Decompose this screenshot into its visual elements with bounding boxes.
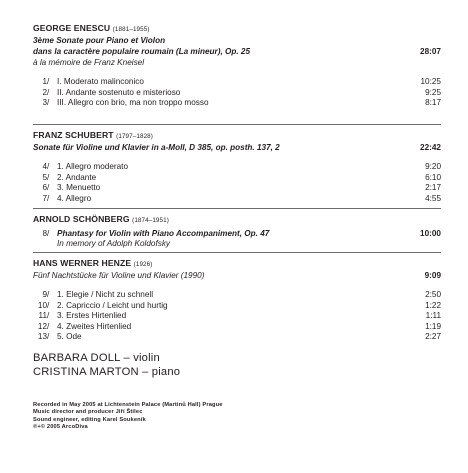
credit-producer: Music director and producer Jiří Štilec bbox=[33, 409, 143, 416]
track-number: 10 bbox=[37, 300, 47, 310]
track-number: 9 bbox=[42, 290, 47, 299]
work-dedication: à la mémoire de Franz Kneisel bbox=[33, 58, 145, 67]
track-title: II. Andante sostenuto e misterioso bbox=[57, 87, 181, 97]
work-dedication-row bbox=[33, 239, 441, 250]
credit-copyright: ℗+© 2005 ArcoDiva bbox=[33, 424, 88, 431]
track-title: 3. Erstes Hirtenlied bbox=[57, 311, 127, 321]
work-total-time: 28:07 bbox=[420, 47, 441, 56]
track-row: 1 / I. Moderato malinconico 10:25 bbox=[33, 77, 441, 88]
composer-name: ARNOLD SCHÖNBERG bbox=[33, 214, 130, 224]
track-title: 4. Zweites Hirtenlied bbox=[57, 321, 132, 331]
track-duration: 4:55 bbox=[425, 193, 441, 203]
track-title: 2. Capriccio / Leicht und hurtig bbox=[57, 300, 168, 310]
work-title: Fünf Nachtstücke für Violine und Klavier (1990) 9:09 bbox=[33, 271, 441, 280]
track-title: 3. Menuetto bbox=[57, 183, 101, 193]
composer-dates: (1881–1955) bbox=[112, 26, 150, 33]
composer-name: FRANZ SCHUBERT bbox=[33, 130, 114, 140]
track-title: 4. Allegro bbox=[57, 193, 92, 203]
track-row: 6 / 3. Menuetto 2:17 bbox=[33, 183, 441, 194]
track-row: 12 / 4. Zweites Hirtenlied 1:19 bbox=[33, 322, 441, 333]
track-row: 5 / 2. Andante 6:10 bbox=[33, 173, 441, 184]
track-number: 8 bbox=[42, 229, 47, 238]
track-number: 3 bbox=[42, 98, 47, 108]
track-row: 13 / 5. Ode 2:27 bbox=[33, 332, 441, 343]
credit-engineer: Sound engineer, editing Karel Soukeník bbox=[33, 416, 146, 423]
work-total-time: 9:09 bbox=[424, 271, 441, 280]
credit-recording: Recorded in May 2005 at Lichtenstein Palace (Martinů Hall) Prague bbox=[33, 402, 223, 408]
work-dedication: In memory of Adolph Koldofsky bbox=[57, 239, 171, 248]
track-row: 10 / 2. Capriccio / Leicht und hurtig 1:22 bbox=[33, 301, 441, 312]
track-title: 5. Ode bbox=[57, 332, 82, 342]
work-total-time: 10:00 bbox=[420, 229, 441, 238]
section-schubert bbox=[33, 130, 441, 204]
track-row: 2 / II. Andante sostenuto e misterioso 9:25 bbox=[33, 88, 441, 99]
track-number: 12 bbox=[37, 321, 47, 331]
work-title-continued: dans la caractère populaire roumain (La mineur), Op. 25 28:07 bbox=[33, 47, 441, 56]
track-title: III. Allegro con brio, ma non troppo mosso bbox=[57, 98, 209, 108]
track-duration: 2:50 bbox=[425, 290, 441, 299]
section-enescu bbox=[33, 23, 441, 109]
track-row: 8 / Phantasy for Violin with Piano Accompaniment, Op. 47 10:00 bbox=[33, 228, 441, 239]
performers bbox=[33, 351, 180, 379]
performer-piano: CRISTINA MARTON – piano bbox=[33, 366, 181, 378]
track-row: 4 / 1. Allegro moderato 9:20 bbox=[33, 162, 441, 173]
track-duration: 8:17 bbox=[425, 98, 441, 108]
section-schoenberg bbox=[33, 214, 441, 250]
work-title: Sonate für Violine und Klavier in a-Moll, D 385, op. posth. 137, 2 22:42 bbox=[33, 143, 441, 152]
composer-dates: (1926) bbox=[133, 261, 153, 268]
track-title: 1. Elegie / Nicht zu schnell bbox=[57, 290, 154, 299]
track-duration: 1:11 bbox=[425, 311, 441, 321]
track-duration: 1:19 bbox=[425, 321, 441, 331]
composer-heading bbox=[33, 258, 441, 270]
track-number: 7 bbox=[42, 193, 47, 203]
composer-heading bbox=[33, 23, 441, 35]
track-number: 6 bbox=[42, 183, 47, 193]
track-number: 4 bbox=[42, 162, 47, 171]
composer-name: GEORGE ENESCU bbox=[33, 23, 111, 33]
track-duration: 2:17 bbox=[425, 183, 441, 193]
track-duration: 9:20 bbox=[425, 162, 441, 171]
track-row: 9 / 1. Elegie / Nicht zu schnell 2:50 bbox=[33, 290, 441, 301]
section-divider bbox=[33, 124, 441, 125]
track-duration: 9:25 bbox=[425, 87, 441, 97]
work-total-time: 22:42 bbox=[420, 143, 441, 152]
track-title: 2. Andante bbox=[57, 172, 97, 182]
track-number: 1 bbox=[42, 77, 47, 86]
track-row: 3 / III. Allegro con brio, ma non troppo mosso 8:17 bbox=[33, 98, 441, 109]
work-title: Phantasy for Violin with Piano Accompaniment, Op. 47 bbox=[57, 229, 270, 238]
section-divider bbox=[33, 252, 441, 253]
track-duration: 6:10 bbox=[425, 172, 441, 182]
section-henze bbox=[33, 258, 441, 343]
work-year: (1990) bbox=[180, 271, 205, 280]
composer-name: HANS WERNER HENZE bbox=[33, 258, 132, 268]
performer-violin: BARBARA DOLL – violin bbox=[33, 352, 160, 364]
track-number: 11 bbox=[38, 311, 47, 321]
track-number: 2 bbox=[42, 87, 47, 97]
track-number: 13 bbox=[37, 332, 47, 342]
track-duration: 2:27 bbox=[425, 332, 441, 342]
composer-heading bbox=[33, 214, 441, 226]
composer-heading bbox=[33, 130, 441, 142]
track-number: 5 bbox=[42, 172, 47, 182]
track-duration: 10:25 bbox=[420, 77, 441, 86]
recording-credits bbox=[33, 402, 223, 432]
composer-dates: (1874–1951) bbox=[132, 217, 169, 224]
track-title: 1. Allegro moderato bbox=[57, 162, 129, 171]
track-title: I. Moderato malinconico bbox=[57, 77, 144, 86]
section-divider bbox=[33, 208, 441, 209]
track-duration: 1:22 bbox=[425, 300, 441, 310]
work-title: 3ème Sonate pour Piano et Violon bbox=[33, 36, 166, 45]
composer-dates: (1797–1828) bbox=[116, 133, 153, 140]
track-row: 11 / 3. Erstes Hirtenlied 1:11 bbox=[33, 311, 441, 322]
track-row: 7 / 4. Allegro 4:55 bbox=[33, 194, 441, 205]
